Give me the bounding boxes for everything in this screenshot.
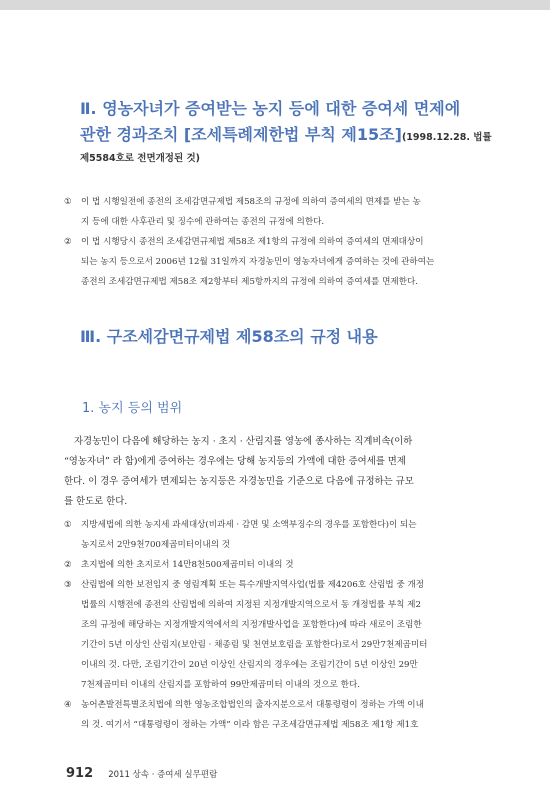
item-line: 농어촌발전특별조치법에 의한 영농조합법인의 출자지분으로서 대통령령이 정하는 가액 이내 <box>81 700 424 710</box>
paragraph-line: 자경농민이 다음에 해당하는 농지 · 초지 · 산림지를 영농에 종사하는 직계비속(이하 <box>74 436 413 447</box>
item-number: ③ <box>64 580 72 590</box>
intro-paragraph <box>64 432 490 512</box>
item-line: 기간이 5년 이상인 산림지(보안림 · 채종림 및 천연보호림을 포함한다)로서 29만7천제곱미터 <box>81 640 428 650</box>
item-number: ② <box>64 560 72 570</box>
item-number: ① <box>64 197 72 207</box>
subsection1-heading: 1. 농지 등의 범위 <box>82 401 183 416</box>
section3-item-4 <box>64 695 484 735</box>
item-number: ② <box>64 237 72 247</box>
item-line: 의 것. 여기서 “대통령령이 정하는 가액” 이라 함은 구조세감면규제법 제58조 제1항 제1호 <box>81 720 419 730</box>
item-line: 종전의 조세감면규제법 제58조 제2항부터 제5항까지의 규정에 의하여 증여세를 면제한다. <box>81 277 419 287</box>
item-line: 지 등에 대한 사후관리 및 징수에 관하여는 종전의 규정에 의한다. <box>81 217 325 227</box>
item-line: 이 법 시행당시 종전의 조세감면규제법 제58조 제1항의 규정에 의하여 증여세의 면제대상이 <box>81 237 424 247</box>
page-footer <box>66 762 217 781</box>
item-line: 되는 농지 등으로서 2006년 12월 31일까지 자경농민이 영농자녀에게 증여하는 것에 관하여는 <box>81 257 435 267</box>
item-line: 이 법 시행일전에 종전의 조세감면규제법 제58조의 규정에 의하여 증여세의 면제를 받는 농 <box>81 197 421 207</box>
item-line: 법률의 시행전에 종전의 산림법에 의하여 지정된 지정개발지역으로서 동 개정법률 부칙 제2 <box>81 600 421 610</box>
section2-heading-line1: Ⅱ. 영농자녀가 증여받는 농지 등에 대한 증여세 면제에 <box>80 99 461 118</box>
section3-item-1 <box>64 515 484 555</box>
paragraph-line: 를 한도로 한다. <box>64 496 128 507</box>
section2-heading-line2: 관한 경과조치 [조세특례제한법 부칙 제15조](1998.12.28. 법률 <box>80 125 492 144</box>
section2-item-1 <box>64 192 484 232</box>
page-number: 912 <box>66 766 94 781</box>
section2-heading-law-ref: (1998.12.28. 법률 <box>401 132 492 143</box>
footer-title: 2011 상속 · 증여세 실무편람 <box>108 770 218 780</box>
item-line: 초지법에 의한 초지로서 14만8천500제곱미터 이내의 것 <box>81 560 294 570</box>
item-line: 7천제곱미터 이내의 산림지를 포함하여 99만제곱미터 이내의 것으로 한다. <box>81 680 361 690</box>
item-line: 지방세법에 의한 농지세 과세대상(비과세 · 감면 및 소액부징수의 경우를 포함한다)이 되는 <box>81 520 417 530</box>
section2-item-2 <box>64 232 484 292</box>
section2-heading-line3: 제5584호로 전면개정된 것) <box>80 153 200 164</box>
section3-item-3 <box>64 575 484 695</box>
item-number: ① <box>64 520 72 530</box>
item-line: 이내의 것. 다만, 조림기간이 20년 이상인 산림지의 경우에는 조림기간이 5년 이상인 29만 <box>81 660 418 670</box>
item-line: 조의 규정에 해당하는 지정개발지역에서의 지정개발사업을 포함한다)에 따라 새로이 조림한 <box>81 620 422 630</box>
header-band <box>0 0 550 10</box>
item-number: ④ <box>64 700 72 710</box>
section3-item-2 <box>64 555 484 575</box>
paragraph-line: 한다. 이 경우 증여세가 면제되는 농지등은 자경농민을 기준으로 다음에 규정하는 규모 <box>64 476 414 487</box>
paragraph-line: “영농자녀” 라 함)에게 증여하는 경우에는 당해 농지등의 가액에 대한 증여세를 면제 <box>64 456 406 467</box>
item-line: 농지로서 2만9천700제곱미터이내의 것 <box>81 540 231 550</box>
section3-heading: Ⅲ. 구조세감면규제법 제58조의 규정 내용 <box>80 327 378 346</box>
item-line: 산림법에 의한 보전임지 중 영림계획 또는 특수개발지역사업(법률 제4206호 산림법 중 개정 <box>81 580 425 590</box>
